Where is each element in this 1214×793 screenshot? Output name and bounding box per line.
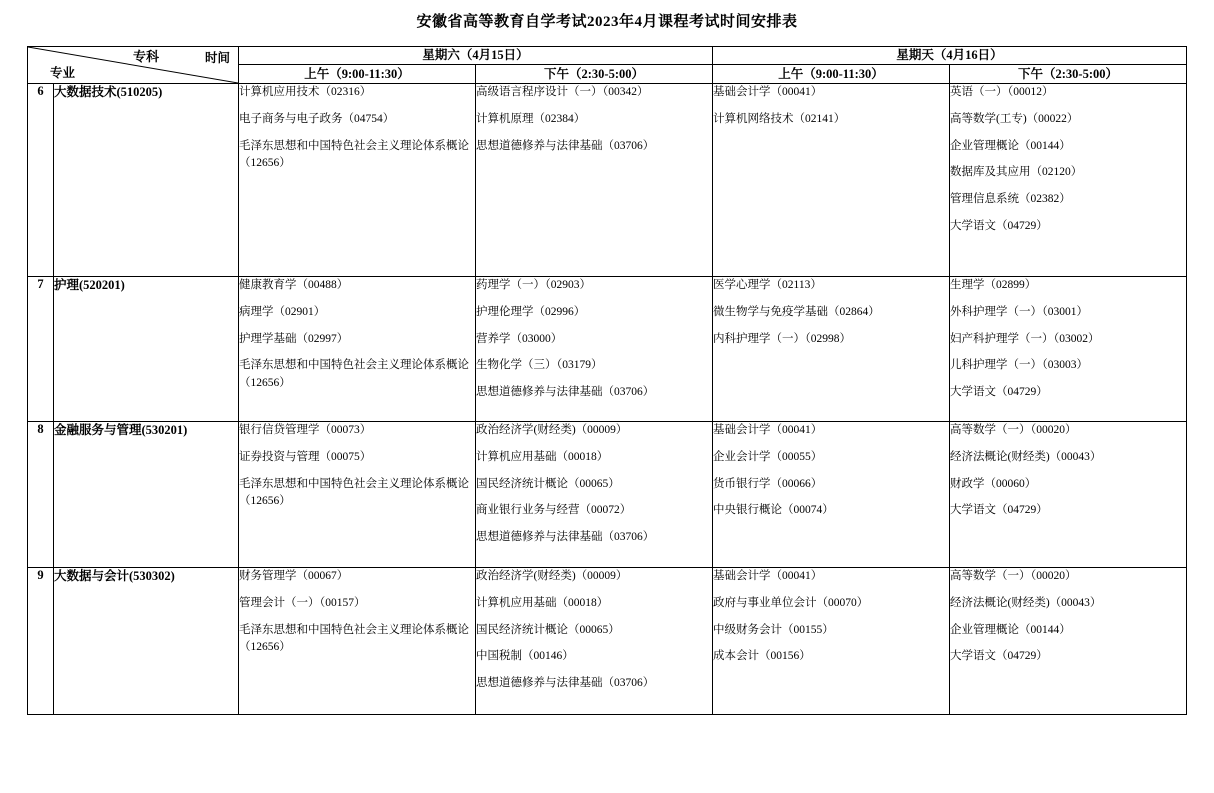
course-item: 基础会计学（00041） [713,570,823,582]
course-item: 计算机应用技术（02316） [239,86,372,98]
course-item: 病理学（02901） [239,305,326,318]
row-major-name: 大数据技术(510205) [54,84,239,277]
course-item: 高等数学（一）（00020） [950,570,1077,582]
exam-schedule-table [27,46,1187,715]
course-item: 英语（一）（00012） [950,86,1054,98]
course-item: 毛泽东思想和中国特色社会主义理论体系概论（12656） [239,477,469,508]
course-item: 毛泽东思想和中国特色社会主义理论体系概论（12656） [239,623,469,654]
cell-sun-pm [950,277,1187,422]
course-item: 护理伦理学（02996） [476,305,586,318]
course-item: 政治经济学(财经类)（00009） [476,570,628,582]
cell-sat-am [239,422,476,568]
header-slot-sat-am: 上午（9:00-11:30） [239,65,476,84]
header-corner-cell [28,47,239,84]
cell-sun-am [713,568,950,715]
course-item: 儿科护理学（一）（03003） [950,359,1089,372]
course-item: 企业会计学（00055） [713,450,823,463]
row-major-name: 护理(520201) [54,277,239,422]
course-item: 政治经济学(财经类)（00009） [476,424,628,436]
row-major-name: 金融服务与管理(530201) [54,422,239,568]
cell-sun-pm [950,84,1187,277]
course-item: 健康教育学（00488） [239,279,349,291]
row-major-name: 大数据与会计(530302) [54,568,239,715]
cell-sun-pm [950,568,1187,715]
course-item: 证券投资与管理（00075） [239,450,372,463]
course-item: 药理学（一）（02903） [476,279,591,291]
row-number: 8 [28,422,54,568]
course-item: 电子商务与电子政务（04754） [239,112,395,125]
cell-sun-am [713,277,950,422]
course-item: 企业管理概论（00144） [950,139,1071,152]
course-item: 高级语言程序设计（一）（00342） [476,86,649,98]
header-slot-sun-pm: 下午（2:30-5:00） [950,65,1187,84]
course-item: 财务管理学（00067） [239,570,349,582]
table-body [28,84,1187,715]
row-number: 6 [28,84,54,277]
course-item: 外科护理学（一）（03001） [950,305,1089,318]
course-item: 高等数学（一）（00020） [950,424,1077,436]
level-label: 专科 [133,49,160,64]
page-title: 安徽省高等教育自学考试2023年4月课程考试时间安排表 [416,14,798,30]
table-row [28,84,1187,277]
course-item: 基础会计学（00041） [713,424,823,436]
cell-sat-pm [476,568,713,715]
course-item: 中级财务会计（00155） [713,623,834,636]
course-item: 数据库及其应用（02120） [950,166,1083,179]
cell-sat-pm [476,277,713,422]
course-item: 成本会计（00156） [713,650,811,663]
course-item: 思想道德修养与法律基础（03706） [476,386,655,399]
course-item: 思想道德修养与法律基础（03706） [476,531,655,544]
cell-sat-pm [476,84,713,277]
course-item: 微生物学与免疫学基础（02864） [713,305,880,318]
course-item: 妇产科护理学（一）（03002） [950,332,1100,345]
course-item: 大学语文（04729） [950,504,1048,517]
course-item: 毛泽东思想和中国特色社会主义理论体系概论（12656） [239,359,469,390]
header-day-saturday: 星期六（4月15日） [239,47,713,65]
course-item: 管理信息系统（02382） [950,193,1071,206]
course-item: 财政学（00060） [950,477,1037,490]
table-header-row-day [28,47,1187,65]
course-item: 思想道德修养与法律基础（03706） [476,139,655,152]
course-item: 商业银行业务与经营（00072） [476,504,632,517]
course-item: 计算机原理（02384） [476,112,586,125]
row-number: 9 [28,568,54,715]
course-item: 国民经济统计概论（00065） [476,477,620,490]
course-item: 毛泽东思想和中国特色社会主义理论体系概论（12656） [239,139,469,170]
cell-sat-pm [476,422,713,568]
table-row [28,568,1187,715]
course-item: 经济法概论(财经类)（00043） [950,596,1102,609]
course-item: 医学心理学（02113） [713,279,822,291]
row-number: 7 [28,277,54,422]
cell-sun-am [713,84,950,277]
cell-sat-am [239,568,476,715]
cell-sat-am [239,84,476,277]
course-item: 中央银行概论（00074） [713,504,834,517]
header-slot-sun-am: 上午（9:00-11:30） [713,65,950,84]
table-row [28,422,1187,568]
header-label-time: 时间 [204,51,230,65]
course-item: 企业管理概论（00144） [950,623,1071,636]
course-item: 银行信贷管理学（00073） [239,424,372,436]
course-item: 生物化学（三）（03179） [476,359,603,372]
course-item: 思想道德修养与法律基础（03706） [476,677,655,690]
cell-sun-am [713,422,950,568]
course-item: 大学语文（04729） [950,650,1048,663]
course-item: 经济法概论(财经类)（00043） [950,450,1102,463]
course-item: 计算机应用基础（00018） [476,596,609,609]
cell-sat-am [239,277,476,422]
header-day-sunday: 星期天（4月16日） [713,47,1187,65]
course-item: 国民经济统计概论（00065） [476,623,620,636]
course-item: 基础会计学（00041） [713,86,823,98]
course-item: 大学语文（04729） [950,386,1048,399]
course-item: 高等数学(工专)（00022） [950,112,1079,125]
header-slot-sat-pm: 下午（2:30-5:00） [476,65,713,84]
header-label-major: 专业 [50,66,76,80]
course-item: 营养学（03000） [476,332,563,345]
course-item: 计算机应用基础（00018） [476,450,609,463]
course-item: 中国税制（00146） [476,650,574,663]
course-item: 大学语文（04729） [950,220,1048,233]
course-item: 政府与事业单位会计（00070） [713,596,869,609]
course-item: 货币银行学（00066） [713,477,823,490]
course-item: 计算机网络技术（02141） [713,112,846,125]
course-item: 管理会计（一）（00157） [239,596,366,609]
cell-sun-pm [950,422,1187,568]
table-row [28,277,1187,422]
course-item: 内科护理学（一）（02998） [713,332,852,345]
course-item: 护理学基础（02997） [239,332,349,345]
course-item: 生理学（02899） [950,279,1037,291]
